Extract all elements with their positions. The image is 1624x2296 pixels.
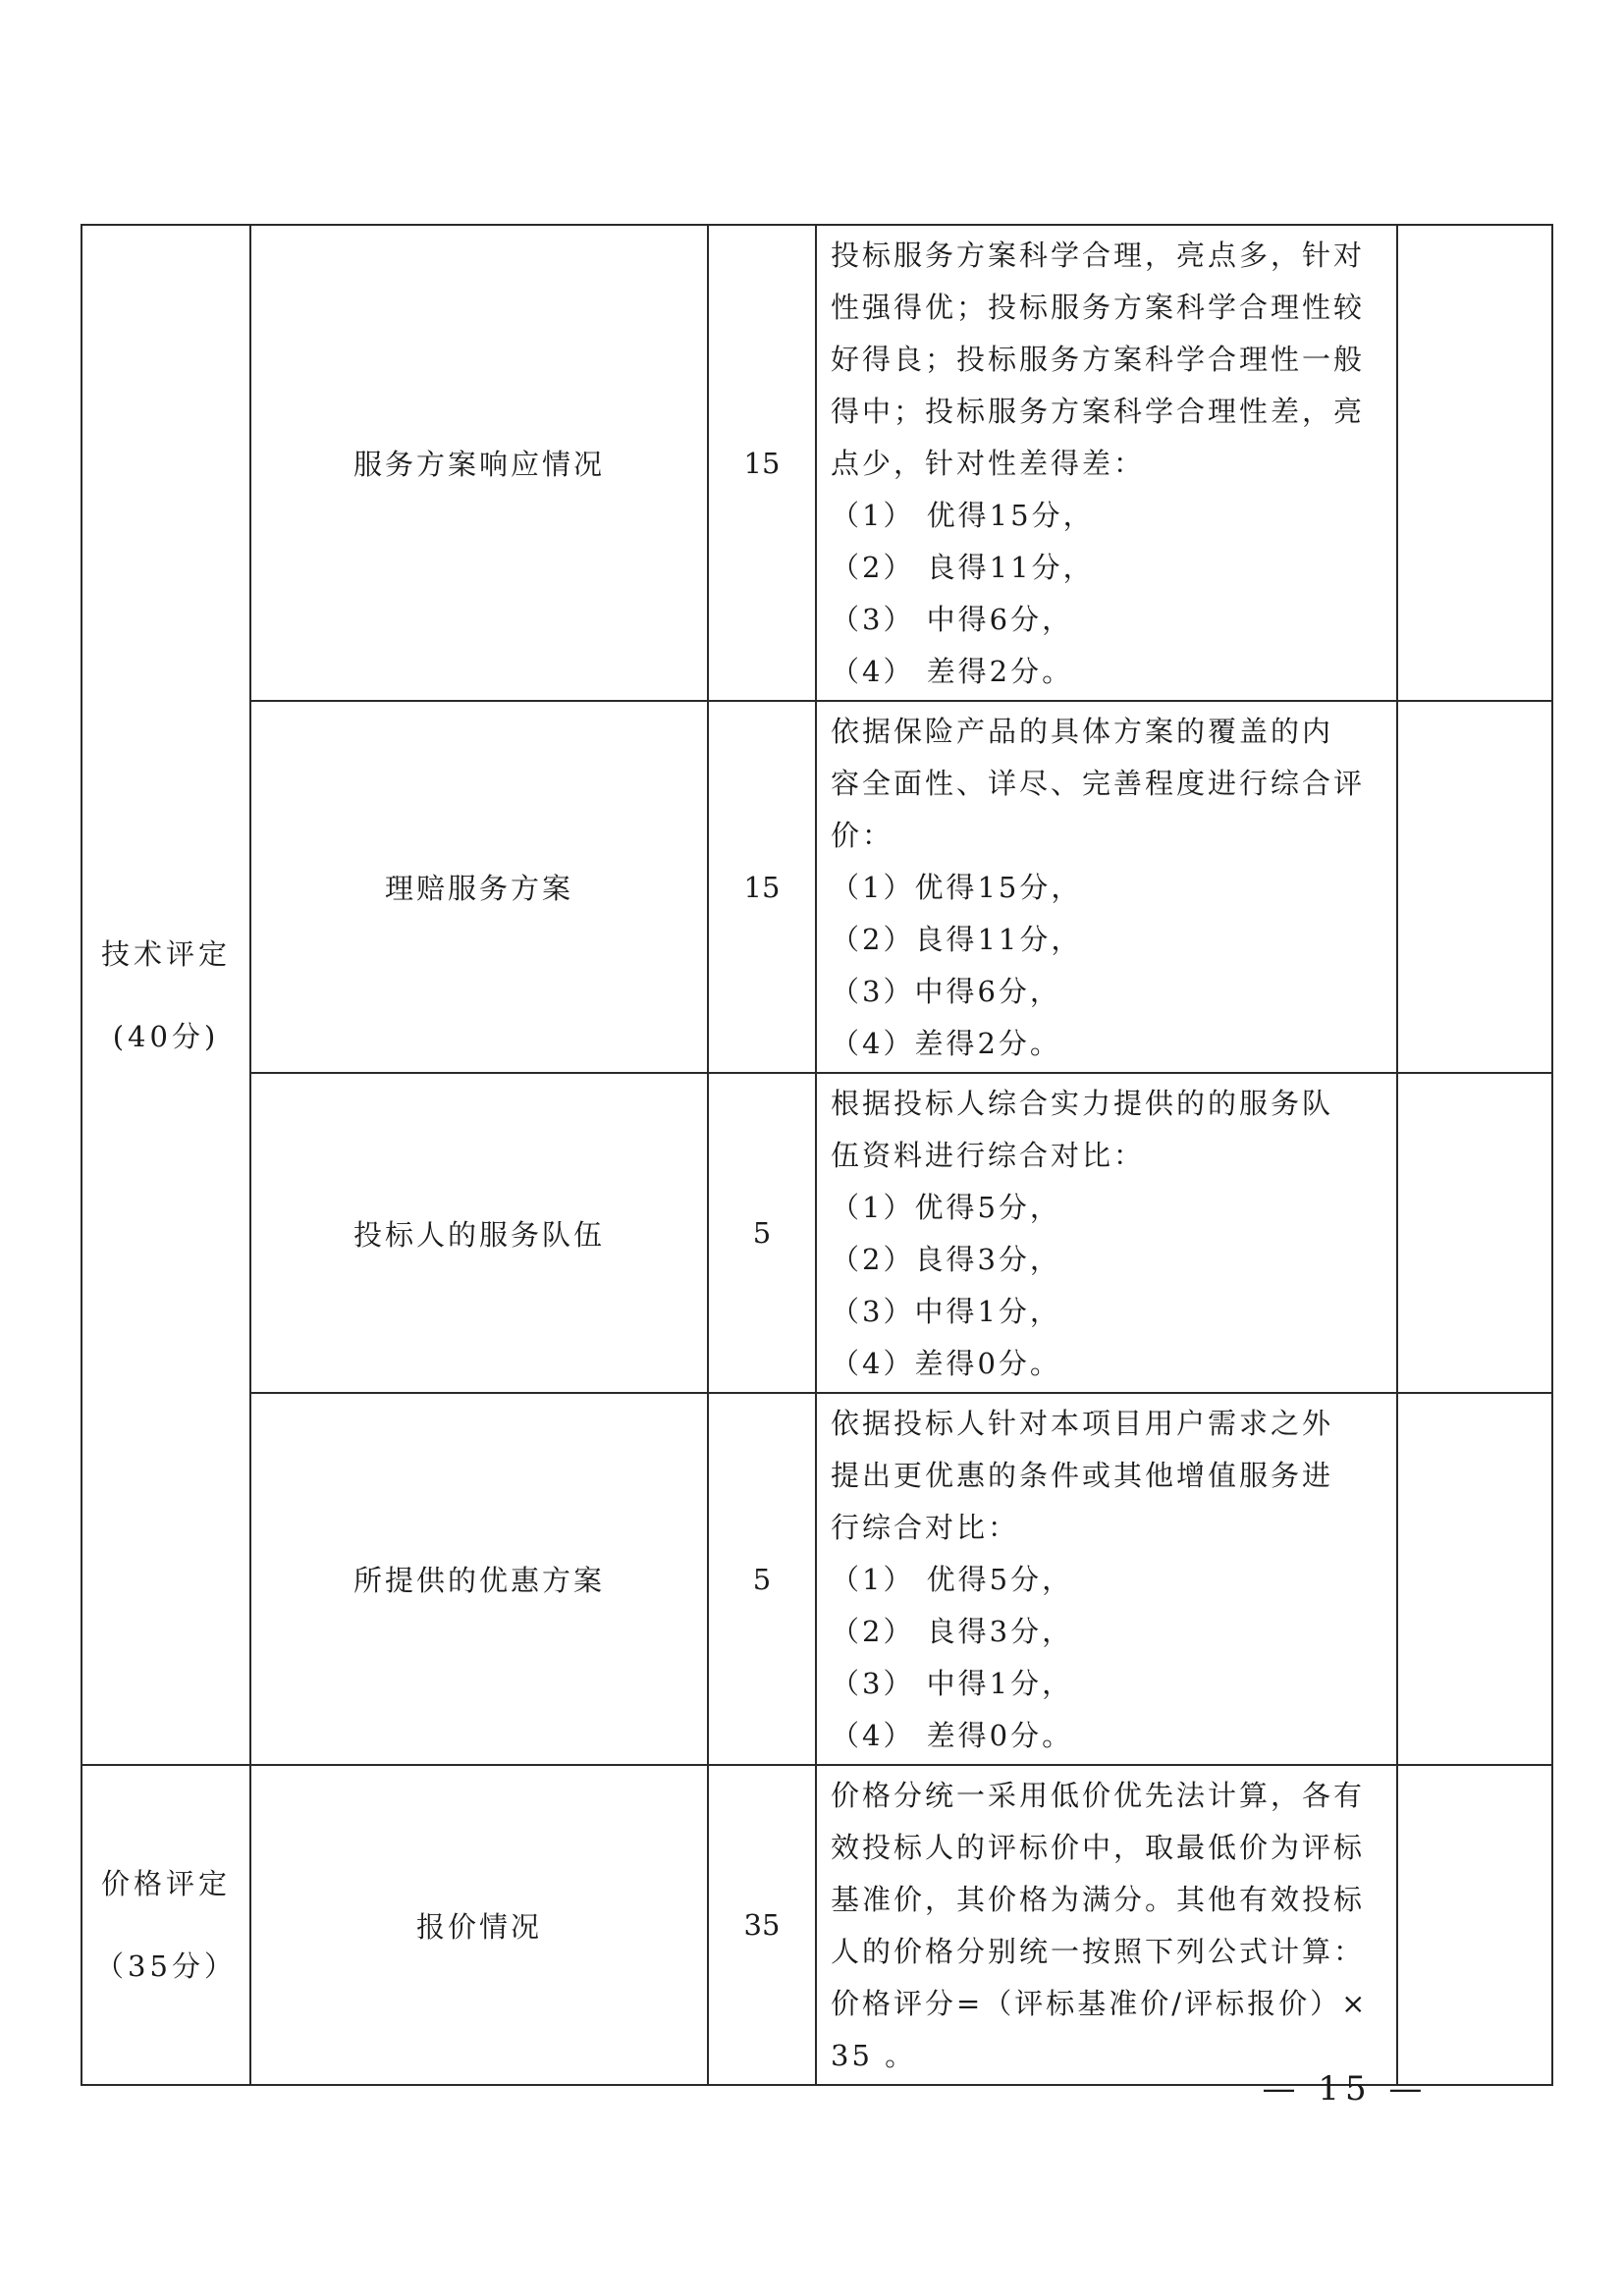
remark-cell <box>1397 1073 1552 1393</box>
scoring-criteria <box>816 225 1397 701</box>
criteria-line: 点少，针对性差得差： <box>831 447 1146 480</box>
criteria-line: 性强得优；投标服务方案科学合理性较 <box>831 291 1366 324</box>
item-score: 5 <box>708 1393 816 1765</box>
scoring-criteria <box>816 1073 1397 1393</box>
criteria-line: （3）中得1分， <box>831 1295 1061 1328</box>
criteria-line: （2）良得11分， <box>831 923 1083 956</box>
criteria-line: （1） 优得15分， <box>831 499 1095 532</box>
criteria-line: （1）优得5分， <box>831 1191 1061 1224</box>
criteria-line: （3）中得6分， <box>831 975 1061 1008</box>
evaluation-item: 服务方案响应情况 <box>250 225 708 701</box>
evaluation-item: 报价情况 <box>250 1765 708 2085</box>
evaluation-item: 投标人的服务队伍 <box>250 1073 708 1393</box>
criteria-line: （2） 良得11分， <box>831 551 1095 584</box>
criteria-line: 依据保险产品的具体方案的覆盖的内 <box>831 715 1334 748</box>
criteria-line: （4）差得2分。 <box>831 1027 1061 1060</box>
category-points: (40分) <box>112 1019 220 1053</box>
criteria-line: 35 。 <box>831 2039 917 2072</box>
remark-cell <box>1397 225 1552 701</box>
table-row <box>81 225 1552 701</box>
criteria-line: （4） 差得0分。 <box>831 1719 1074 1752</box>
item-score: 15 <box>708 225 816 701</box>
remark-cell <box>1397 701 1552 1073</box>
criteria-line: （1） 优得5分， <box>831 1563 1074 1596</box>
criteria-line: （3） 中得6分， <box>831 603 1074 636</box>
criteria-line: 价格分统一采用低价优先法计算，各有 <box>831 1779 1366 1812</box>
criteria-line: 伍资料进行综合对比： <box>831 1139 1146 1172</box>
criteria-line: 根据投标人综合实力提供的的服务队 <box>831 1087 1334 1120</box>
criteria-line: 价格评分=（评标基准价/评标报价）× <box>831 1987 1369 2020</box>
category-points: （35分） <box>95 1949 237 1983</box>
table-row <box>81 701 1552 1073</box>
table-row <box>81 1765 1552 2085</box>
criteria-line: 容全面性、详尽、完善程度进行综合评 <box>831 767 1366 800</box>
scoring-table <box>81 224 1553 2086</box>
item-score: 35 <box>708 1765 816 2085</box>
criteria-line: 基准价，其价格为满分。其他有效投标 <box>831 1883 1366 1916</box>
criteria-line: （3） 中得1分， <box>831 1667 1074 1700</box>
criteria-line: （4）差得0分。 <box>831 1347 1061 1380</box>
item-score: 5 <box>708 1073 816 1393</box>
page-number: — 15 — <box>1262 2069 1429 2109</box>
evaluation-item: 所提供的优惠方案 <box>250 1393 708 1765</box>
criteria-line: （2） 良得3分， <box>831 1615 1074 1648</box>
criteria-line: 得中；投标服务方案科学合理性差，亮 <box>831 395 1366 428</box>
scoring-table-body <box>81 225 1552 2085</box>
category-title: 技术评定 <box>100 936 231 971</box>
criteria-line: （4） 差得2分。 <box>831 655 1074 688</box>
criteria-line: 行综合对比： <box>831 1511 1020 1544</box>
criteria-line: 提出更优惠的条件或其他增值服务进 <box>831 1459 1334 1492</box>
criteria-line: 依据投标人针对本项目用户需求之外 <box>831 1407 1334 1440</box>
criteria-line: （2）良得3分， <box>831 1243 1061 1276</box>
criteria-line: 人的价格分别统一按照下列公式计算： <box>831 1935 1366 1968</box>
scoring-criteria <box>816 1393 1397 1765</box>
item-score: 15 <box>708 701 816 1073</box>
criteria-line: 投标服务方案科学合理，亮点多，针对 <box>831 239 1366 272</box>
criteria-line: 好得良；投标服务方案科学合理性一般 <box>831 343 1366 376</box>
scoring-criteria <box>816 1765 1397 2085</box>
remark-cell <box>1397 1393 1552 1765</box>
evaluation-item: 理赔服务方案 <box>250 701 708 1073</box>
criteria-line: 价： <box>831 819 894 852</box>
category-cell <box>81 1765 250 2085</box>
scoring-criteria <box>816 701 1397 1073</box>
criteria-line: （1）优得15分， <box>831 871 1083 904</box>
criteria-line: 效投标人的评标价中，取最低价为评标 <box>831 1831 1366 1864</box>
remark-cell <box>1397 1765 1552 2085</box>
category-cell <box>81 225 250 1765</box>
category-title: 价格评定 <box>100 1867 231 1900</box>
table-row <box>81 1073 1552 1393</box>
table-row <box>81 1393 1552 1765</box>
